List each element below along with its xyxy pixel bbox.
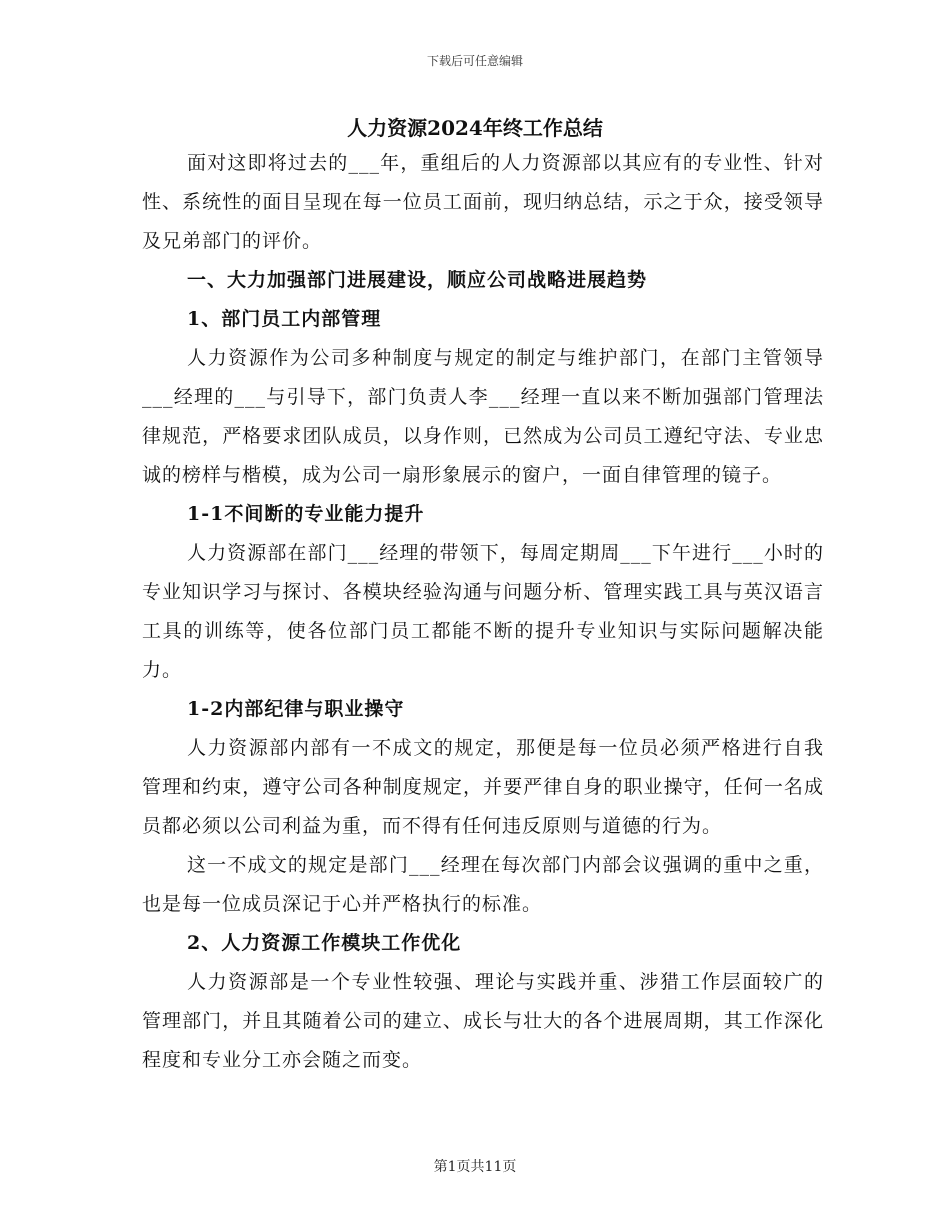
- paragraph-skill-improvement: 人力资源部在部门___经理的带领下，每周定期周___下午进行___小时的专业知识学习与探讨、各模块经验沟通与问题分析、管理实践工具与英汉语言工具的训练等，使各位部门员工都能不断的提升专业知识与实际问题解决能力。: [142, 542, 824, 681]
- paragraph-internal-management: 人力资源作为公司多种制度与规定的制定与维护部门，在部门主管领导___经理的___与引导下，部门负责人李___经理一直以来不断加强部门管理法律规范，严格要求团队成员，以身作则，已然成为公司员工遵纪守法、专业忠诚的榜样与楷模，成为公司一扇形象展示的窗户，一面自律管理的镜子。: [142, 347, 824, 486]
- subsection-heading-2: 2、人力资源工作模块工作优化: [187, 932, 462, 954]
- paragraph-unwritten-rule: 这一不成文的规定是部门___经理在每次部门内部会议强调的重中之重，也是每一位成员深记于心并严格执行的标准。: [142, 854, 824, 915]
- subsection-heading-1-1: 1-1不间断的专业能力提升: [187, 503, 425, 525]
- page-footer: 第1页共11页: [433, 1159, 517, 1175]
- page-header: 下载后可任意编辑: [426, 54, 523, 68]
- paragraph-module-optimization: 人力资源部是一个专业性较强、理论与实践并重、涉猎工作层面较广的管理部门，并且其随着公司的建立、成长与壮大的各个进展周期，其工作深化程度和专业分工亦会随之而变。: [142, 971, 824, 1071]
- document-body: [142, 144, 824, 1080]
- document-title: 人力资源2024年终工作总结: [347, 116, 603, 140]
- paragraph-intro: 面对这即将过去的___年，重组后的人力资源部以其应有的专业性、针对性、系统性的面目呈现在每一位员工面前，现归纳总结，示之于众，接受领导及兄弟部门的评价。: [142, 152, 824, 252]
- subsection-heading-1-2: 1-2内部纪律与职业操守: [187, 698, 405, 720]
- section-heading-1: 一、大力加强部门进展建设，顺应公司战略进展趋势: [187, 269, 648, 291]
- paragraph-discipline: 人力资源部内部有一不成文的规定，那便是每一位员必须严格进行自我管理和约束，遵守公司各种制度规定，并要严律自身的职业操守，任何一名成员都必须以公司利益为重，而不得有任何违反原则与道德的行为。: [142, 737, 824, 837]
- subsection-heading-1: 1、部门员工内部管理: [187, 308, 382, 330]
